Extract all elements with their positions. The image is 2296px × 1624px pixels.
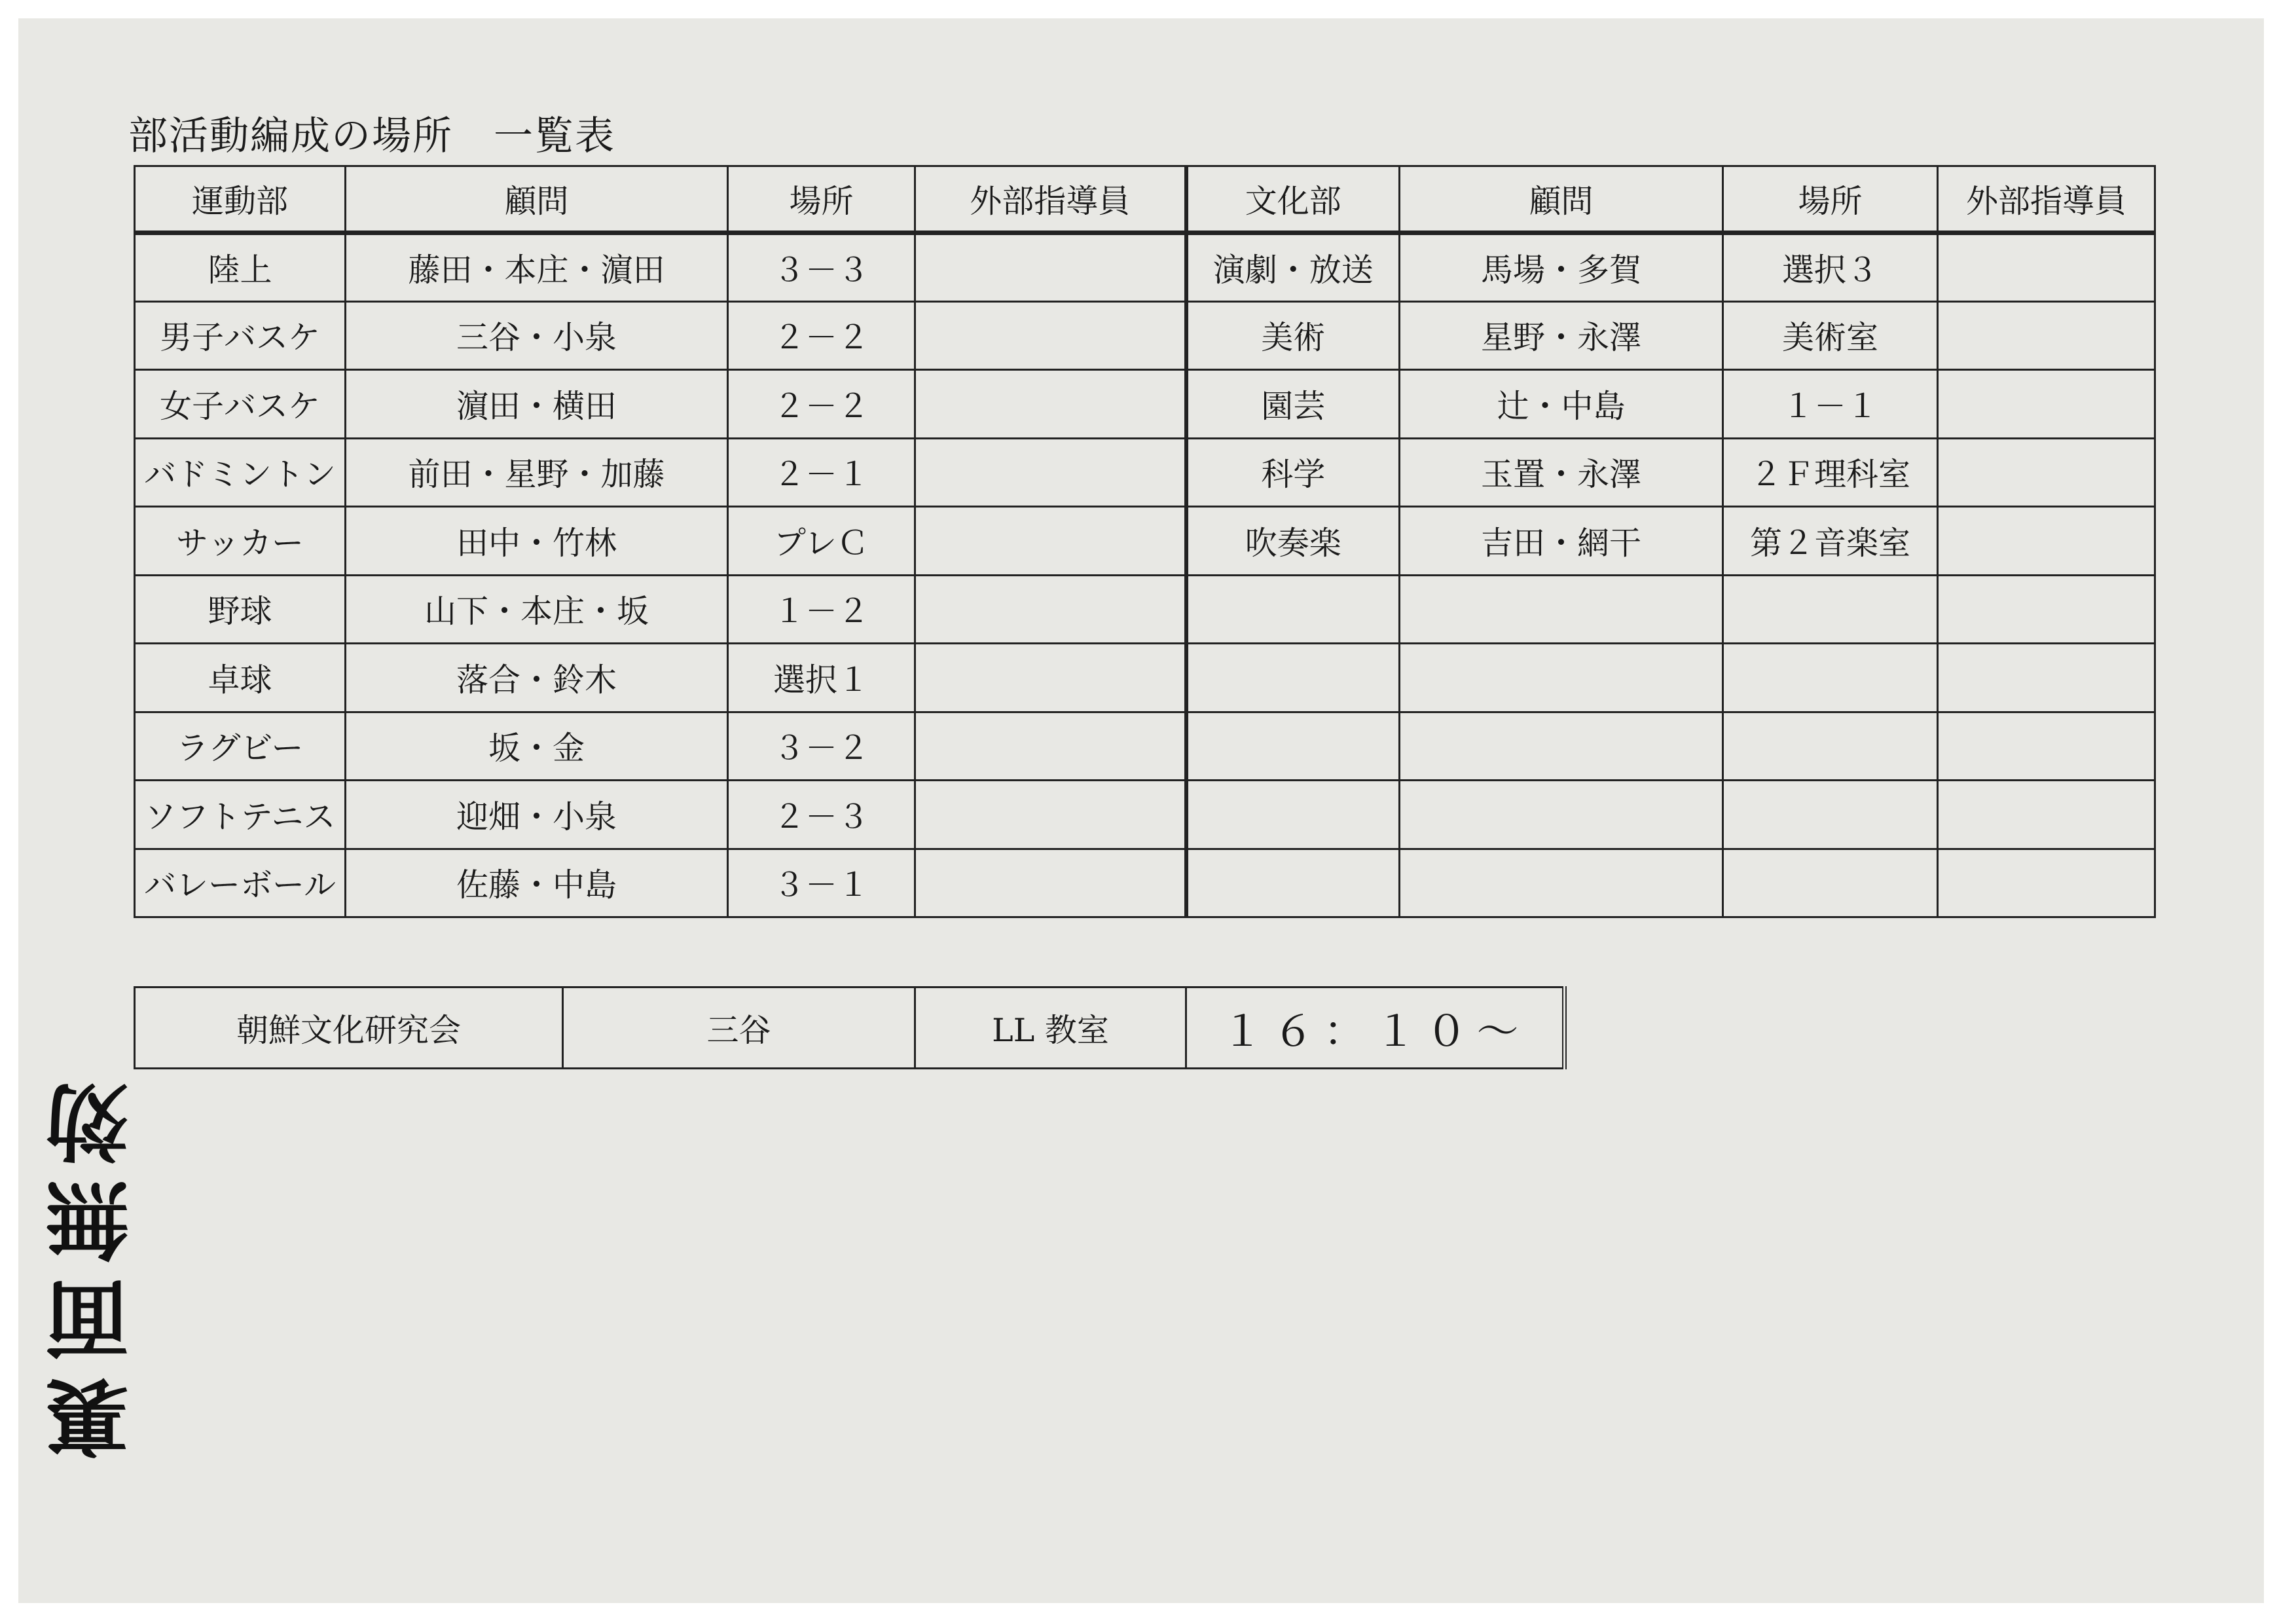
table-body — [135, 233, 2155, 917]
culture-location-cell — [1723, 849, 1938, 917]
sports-coach-cell — [915, 301, 1186, 370]
extra-club-location: LL 教室 — [915, 987, 1186, 1069]
sports-advisor-cell: 佐藤・中島 — [346, 849, 728, 917]
sports-advisor-cell: 藤田・本庄・濵田 — [346, 233, 728, 302]
table-row — [135, 781, 2155, 849]
sports-advisor-cell: 田中・竹林 — [346, 507, 728, 576]
sports-coach-cell — [915, 644, 1186, 712]
table-row — [135, 575, 2155, 644]
sports-location-cell: ３－２ — [728, 712, 915, 781]
sports-coach-cell — [915, 849, 1186, 917]
culture-location-cell: 選択３ — [1723, 233, 1938, 302]
sports-coach-cell — [915, 438, 1186, 507]
sports-club-cell: 野球 — [135, 575, 346, 644]
sports-club-cell: 女子バスケ — [135, 370, 346, 439]
sports-club-cell: バドミントン — [135, 438, 346, 507]
sports-club-cell: サッカー — [135, 507, 346, 576]
culture-coach-cell — [1938, 849, 2155, 917]
extra-club-name: 朝鮮文化研究会 — [135, 987, 563, 1069]
sports-club-cell: ラグビー — [135, 712, 346, 781]
extra-club-table — [134, 986, 1567, 1069]
table-row — [135, 712, 2155, 781]
sports-advisor-cell: 坂・金 — [346, 712, 728, 781]
sports-advisor-cell: 迎畑・小泉 — [346, 781, 728, 849]
sports-advisor-cell: 前田・星野・加藤 — [346, 438, 728, 507]
culture-coach-cell — [1938, 507, 2155, 576]
header-sports-club: 運動部 — [135, 166, 346, 233]
sports-coach-cell — [915, 781, 1186, 849]
club-location-table — [134, 165, 2156, 918]
sports-location-cell: ３－１ — [728, 849, 915, 917]
invalid-reverse-stamp: 裏面無効 — [46, 1067, 143, 1460]
sports-advisor-cell: 落合・鈴木 — [346, 644, 728, 712]
culture-coach-cell — [1938, 233, 2155, 302]
culture-advisor-cell: 馬場・多賀 — [1400, 233, 1723, 302]
culture-location-cell — [1723, 781, 1938, 849]
table-row — [135, 644, 2155, 712]
extra-club-time: １６：１０～ — [1186, 987, 1565, 1069]
culture-location-cell: １－１ — [1723, 370, 1938, 439]
header-sports-coach: 外部指導員 — [915, 166, 1186, 233]
sports-location-cell: ３－３ — [728, 233, 915, 302]
sports-location-cell: ２－２ — [728, 370, 915, 439]
culture-advisor-cell — [1400, 575, 1723, 644]
culture-club-cell — [1186, 849, 1400, 917]
header-sports-advisor: 顧問 — [346, 166, 728, 233]
sports-coach-cell — [915, 712, 1186, 781]
header-culture-advisor: 顧問 — [1400, 166, 1723, 233]
culture-club-cell — [1186, 644, 1400, 712]
culture-advisor-cell: 星野・永澤 — [1400, 301, 1723, 370]
sports-location-cell: プレＣ — [728, 507, 915, 576]
table-row — [135, 438, 2155, 507]
sports-coach-cell — [915, 507, 1186, 576]
culture-club-cell — [1186, 575, 1400, 644]
culture-location-cell — [1723, 644, 1938, 712]
culture-coach-cell — [1938, 781, 2155, 849]
sports-location-cell: ２－１ — [728, 438, 915, 507]
culture-coach-cell — [1938, 712, 2155, 781]
sports-club-cell: 男子バスケ — [135, 301, 346, 370]
culture-advisor-cell — [1400, 849, 1723, 917]
sports-advisor-cell: 三谷・小泉 — [346, 301, 728, 370]
culture-advisor-cell — [1400, 712, 1723, 781]
culture-coach-cell — [1938, 575, 2155, 644]
sports-club-cell: 卓球 — [135, 644, 346, 712]
culture-location-cell — [1723, 712, 1938, 781]
table-row — [135, 370, 2155, 439]
sports-coach-cell — [915, 233, 1186, 302]
culture-coach-cell — [1938, 301, 2155, 370]
table-row — [135, 233, 2155, 302]
culture-advisor-cell — [1400, 781, 1723, 849]
culture-coach-cell — [1938, 644, 2155, 712]
sports-coach-cell — [915, 370, 1186, 439]
culture-club-cell: 演劇・放送 — [1186, 233, 1400, 302]
sports-advisor-cell: 山下・本庄・坂 — [346, 575, 728, 644]
extra-club-row — [135, 987, 1565, 1069]
table-row — [135, 849, 2155, 917]
culture-advisor-cell — [1400, 644, 1723, 712]
sports-coach-cell — [915, 575, 1186, 644]
culture-advisor-cell: 吉田・網干 — [1400, 507, 1723, 576]
sports-club-cell: ソフトテニス — [135, 781, 346, 849]
header-culture-location: 場所 — [1723, 166, 1938, 233]
culture-location-cell: 美術室 — [1723, 301, 1938, 370]
sports-advisor-cell: 濵田・横田 — [346, 370, 728, 439]
table-row — [135, 301, 2155, 370]
culture-club-cell: 美術 — [1186, 301, 1400, 370]
culture-location-cell — [1723, 575, 1938, 644]
culture-club-cell: 吹奏楽 — [1186, 507, 1400, 576]
culture-club-cell — [1186, 712, 1400, 781]
culture-advisor-cell: 辻・中島 — [1400, 370, 1723, 439]
culture-location-cell: ２Ｆ理科室 — [1723, 438, 1938, 507]
document-title: 部活動編成の場所 一覧表 — [128, 113, 615, 159]
sports-location-cell: ２－２ — [728, 301, 915, 370]
culture-location-cell: 第２音楽室 — [1723, 507, 1938, 576]
culture-club-cell — [1186, 781, 1400, 849]
sports-club-cell: 陸上 — [135, 233, 346, 302]
header-culture-club: 文化部 — [1186, 166, 1400, 233]
extra-club-advisor: 三谷 — [563, 987, 915, 1069]
culture-coach-cell — [1938, 370, 2155, 439]
culture-advisor-cell: 玉置・永澤 — [1400, 438, 1723, 507]
header-sports-location: 場所 — [728, 166, 915, 233]
header-culture-coach: 外部指導員 — [1938, 166, 2155, 233]
sports-location-cell: １－２ — [728, 575, 915, 644]
culture-club-cell: 科学 — [1186, 438, 1400, 507]
header-row — [135, 166, 2155, 233]
culture-club-cell: 園芸 — [1186, 370, 1400, 439]
sports-location-cell: 選択１ — [728, 644, 915, 712]
sports-club-cell: バレーボール — [135, 849, 346, 917]
culture-coach-cell — [1938, 438, 2155, 507]
table-row — [135, 507, 2155, 576]
sports-location-cell: ２－３ — [728, 781, 915, 849]
